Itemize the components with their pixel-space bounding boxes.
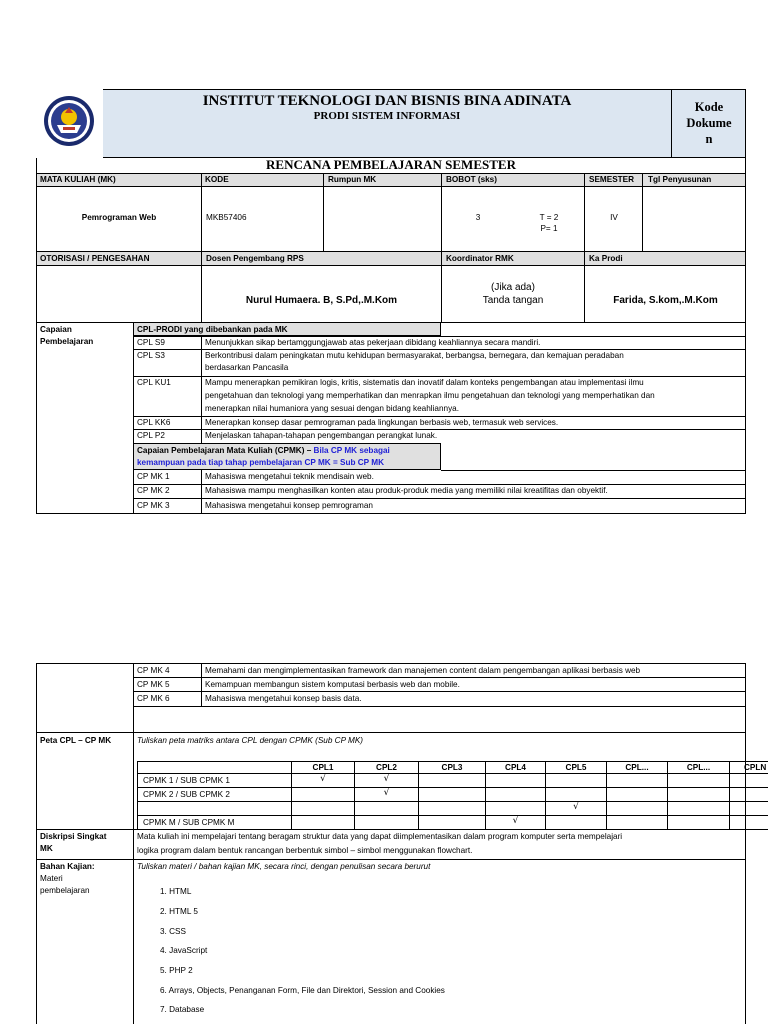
matrix-line [137, 815, 768, 816]
check-mark-icon: √ [383, 788, 390, 798]
course-p: P= 1 [540, 224, 558, 233]
matrix-row-label: CPMK 2 / SUB CPMK 2 [143, 790, 230, 799]
matrix-col-header: CPLN [744, 763, 767, 772]
cpmk-code: CP MK 5 [137, 680, 170, 689]
cpmk-desc: Mahasiswa mampu menghasilkan konten atau produk-produk media yang memiliki nilai kreatifitas dan obyektif. [205, 486, 608, 495]
cpl-desc: Berkontribusi dalam peningkatan mutu kehidupan bermasyarakat, berbangsa, bernegara, dan kemajuan peradaban [205, 351, 624, 360]
cpl-code: CPL KK6 [137, 418, 171, 427]
deskripsi-text-1: Mata kuliah ini mempelajari tentang beragam struktur data yang dapat diimplementasikan dalam program komputer serta mempelajari [137, 832, 623, 841]
row-line [36, 859, 746, 860]
row-line [134, 677, 746, 678]
label-kode: KODE [205, 175, 229, 184]
cp-label-1: Capaian [40, 325, 72, 334]
matrix-col-header: CPL5 [565, 763, 587, 772]
cpmk-header-black: Capaian Pembelajaran Mata Kuliah (CPMK) – [137, 446, 314, 455]
col-line [584, 252, 585, 323]
cpmk-code: CP MK 1 [137, 472, 170, 481]
bahan-label-2: Materi [40, 874, 63, 883]
matrix-line [137, 801, 768, 802]
cpmk-code: CP MK 4 [137, 666, 170, 675]
row-line [36, 829, 746, 830]
program-name: PRODI SISTEM INFORMASI [313, 110, 461, 122]
matrix-col-line [729, 761, 730, 829]
materi-item: 7. Database [160, 1005, 205, 1014]
matrix-row-label [140, 803, 146, 805]
label-bobot: BOBOT (sks) [446, 175, 497, 184]
cpl-desc: berdasarkan Pancasila [205, 363, 289, 372]
cpl-code: CPL S9 [137, 338, 165, 347]
jika-ada: (Jika ada) [491, 282, 535, 293]
cpmk-code: CP MK 2 [137, 486, 170, 495]
cp-label-2: Pembelajaran [40, 337, 94, 346]
cpmk-code: CP MK 6 [137, 694, 170, 703]
cpmk-header-blue-2: kemampuan pada tiap tahap pembelajaran CP MK = Sub CP MK [137, 458, 384, 467]
institution-name: INSTITUT TEKNOLOGI DAN BISNIS BINA ADINATA [202, 93, 572, 109]
cpmk-code: CP MK 3 [137, 501, 170, 510]
course-semester: IV [610, 213, 618, 222]
cpmk-desc: Kemampuan membangun sistem komputasi berbasis web dan mobile. [205, 680, 460, 689]
matrix-row-label: CPMK M / SUB CPMK M [143, 818, 235, 827]
col-line [201, 252, 202, 323]
doc-code-label-1: Kode [694, 100, 724, 114]
cpl-code: CPL KU1 [137, 378, 171, 387]
matrix-col-line [137, 761, 138, 829]
row-line [36, 732, 746, 733]
page2-frame [36, 663, 746, 1024]
tanda-tangan: Tanda tangan [482, 295, 544, 306]
check-mark-icon: √ [383, 774, 390, 784]
cpl-header: CPL-PRODI yang dibebankan pada MK [137, 325, 288, 334]
matrix-col-header: CPL2 [376, 763, 397, 772]
peta-instruction: Tuliskan peta matriks antara CPL dengan CPMK (Sub CP MK) [137, 736, 364, 745]
matrix-line [137, 787, 768, 788]
peta-label: Peta CPL – CP MK [40, 736, 112, 745]
cpmk-desc: Mahasiswa mengetahui konsep basis data. [205, 694, 362, 703]
matrix-col-header: CPL1 [312, 763, 334, 772]
deskripsi-label-2: MK [40, 844, 53, 853]
col-line [441, 173, 442, 252]
cpmk-header-blue-1: Bila CP MK sebagai [313, 446, 390, 455]
materi-item: 1. HTML [160, 887, 192, 896]
deskripsi-text-2: logika program dalam bentuk rancangan berbentuk simbol – simbol menggunakan flowchart. [137, 846, 473, 855]
matrix-col-header: CPL... [625, 763, 649, 772]
check-mark-icon: √ [320, 774, 326, 784]
cpmk-desc: Memahami dan mengimplementasikan framework dan manajemen content dalam pengembangan aplikasi berbasis web [205, 666, 641, 675]
cpl-desc: Menerapkan konsep dasar pemrograman pada lingkungan berbasis web, termasuk web services. [205, 418, 559, 427]
course-code: MKB57406 [206, 213, 247, 222]
materi-item: 4. JavaScript [160, 946, 208, 955]
matrix-col-header: CPL3 [441, 763, 463, 772]
cpmk-desc: Mahasiswa mengetahui teknik mendisain web. [205, 472, 374, 481]
cpmk-desc: Mahasiswa mengetahui konsep pemrograman [205, 501, 373, 510]
institution-logo-icon [43, 95, 95, 147]
cpl-desc: Menjelaskan tahapan-tahapan pengembangan perangkat lunak. [205, 431, 438, 440]
col-line [584, 173, 585, 252]
course-sks: 3 [475, 213, 481, 222]
label-kaprodi: Ka Prodi [589, 254, 623, 263]
check-mark-icon: √ [512, 816, 519, 826]
col-line [323, 173, 324, 252]
kaprodi-name: Farida, S.kom,.M.Kom [613, 295, 718, 306]
label-koordinator: Koordinator RMK [446, 254, 514, 263]
row-line [134, 706, 746, 707]
cpl-desc: pengetahuan dan teknologi yang memperhatikan dan menrapkan ilmu pengetahuan dan teknologi yang memperhatikan dan [205, 391, 655, 400]
label-semester: SEMESTER [589, 175, 635, 184]
dosen-name: Nurul Humaera. B, S.Pd,.M.Kom [245, 295, 398, 306]
materi-item: 5. PHP 2 [160, 966, 193, 975]
label-dosen: Dosen Pengembang RPS [206, 254, 304, 263]
doc-code-label-3: n [705, 132, 713, 146]
cpl-desc: Mampu menerapkan pemikiran logis, kritis, sistematis dan inovatif dalam konteks pengembangan atau implementasi ilmu [205, 378, 644, 387]
matrix-col-header: CPL4 [505, 763, 526, 772]
matrix-col-header: CPL... [686, 763, 711, 772]
row-line [441, 470, 746, 471]
col-line [133, 663, 134, 1024]
label-rumpun: Rumpun MK [328, 175, 377, 184]
bahan-instruction: Tuliskan materi / bahan kajian MK, secara rinci, dengan penulisan secara berurut [137, 862, 431, 871]
cpl-code: CPL P2 [137, 431, 165, 440]
cpmk-header-line-1 [134, 445, 393, 457]
document-title: RENCANA PEMBELAJARAN SEMESTER [266, 157, 516, 172]
row-line [134, 498, 746, 499]
materi-item: 3. CSS [160, 927, 186, 936]
row-line [134, 691, 746, 692]
course-tgl [645, 212, 651, 214]
bahan-label-3: pembelajaran [40, 886, 90, 895]
materi-item: 2. HTML 5 [160, 907, 198, 916]
course-name: Pemrograman Web [81, 213, 157, 222]
cpl-code: CPL S3 [137, 351, 165, 360]
course-label-row [36, 173, 746, 187]
col-line [201, 173, 202, 252]
materi-item: 6. Arrays, Objects, Penanganan Form, File dan Direktori, Session and Cookies [160, 986, 445, 995]
check-mark-icon: √ [573, 802, 579, 812]
deskripsi-label-1: Diskripsi Singkat [40, 832, 107, 841]
course-rumpun [325, 212, 331, 214]
matrix-row-label: CPMK 1 / SUB CPMK 1 [143, 776, 230, 785]
label-otorisasi: OTORISASI / PENGESAHAN [40, 254, 150, 263]
label-mata-kuliah: MATA KULIAH (MK) [40, 175, 116, 184]
col-line [642, 173, 643, 252]
bahan-label-1: Bahan Kajian: [40, 862, 95, 871]
cpl-desc: Menunjukkan sikap bertamggungjawab atas pekerjaan dibidang keahliannya secara mandiri. [205, 338, 541, 347]
course-t: T = 2 [539, 213, 559, 222]
label-tgl: Tgl Penyusunan [648, 175, 712, 184]
doc-code-label-2: Dokume [686, 116, 732, 130]
cpl-desc: menerapkan nilai humaniora yang sesuai dengan bidang keahliannya. [205, 404, 459, 413]
